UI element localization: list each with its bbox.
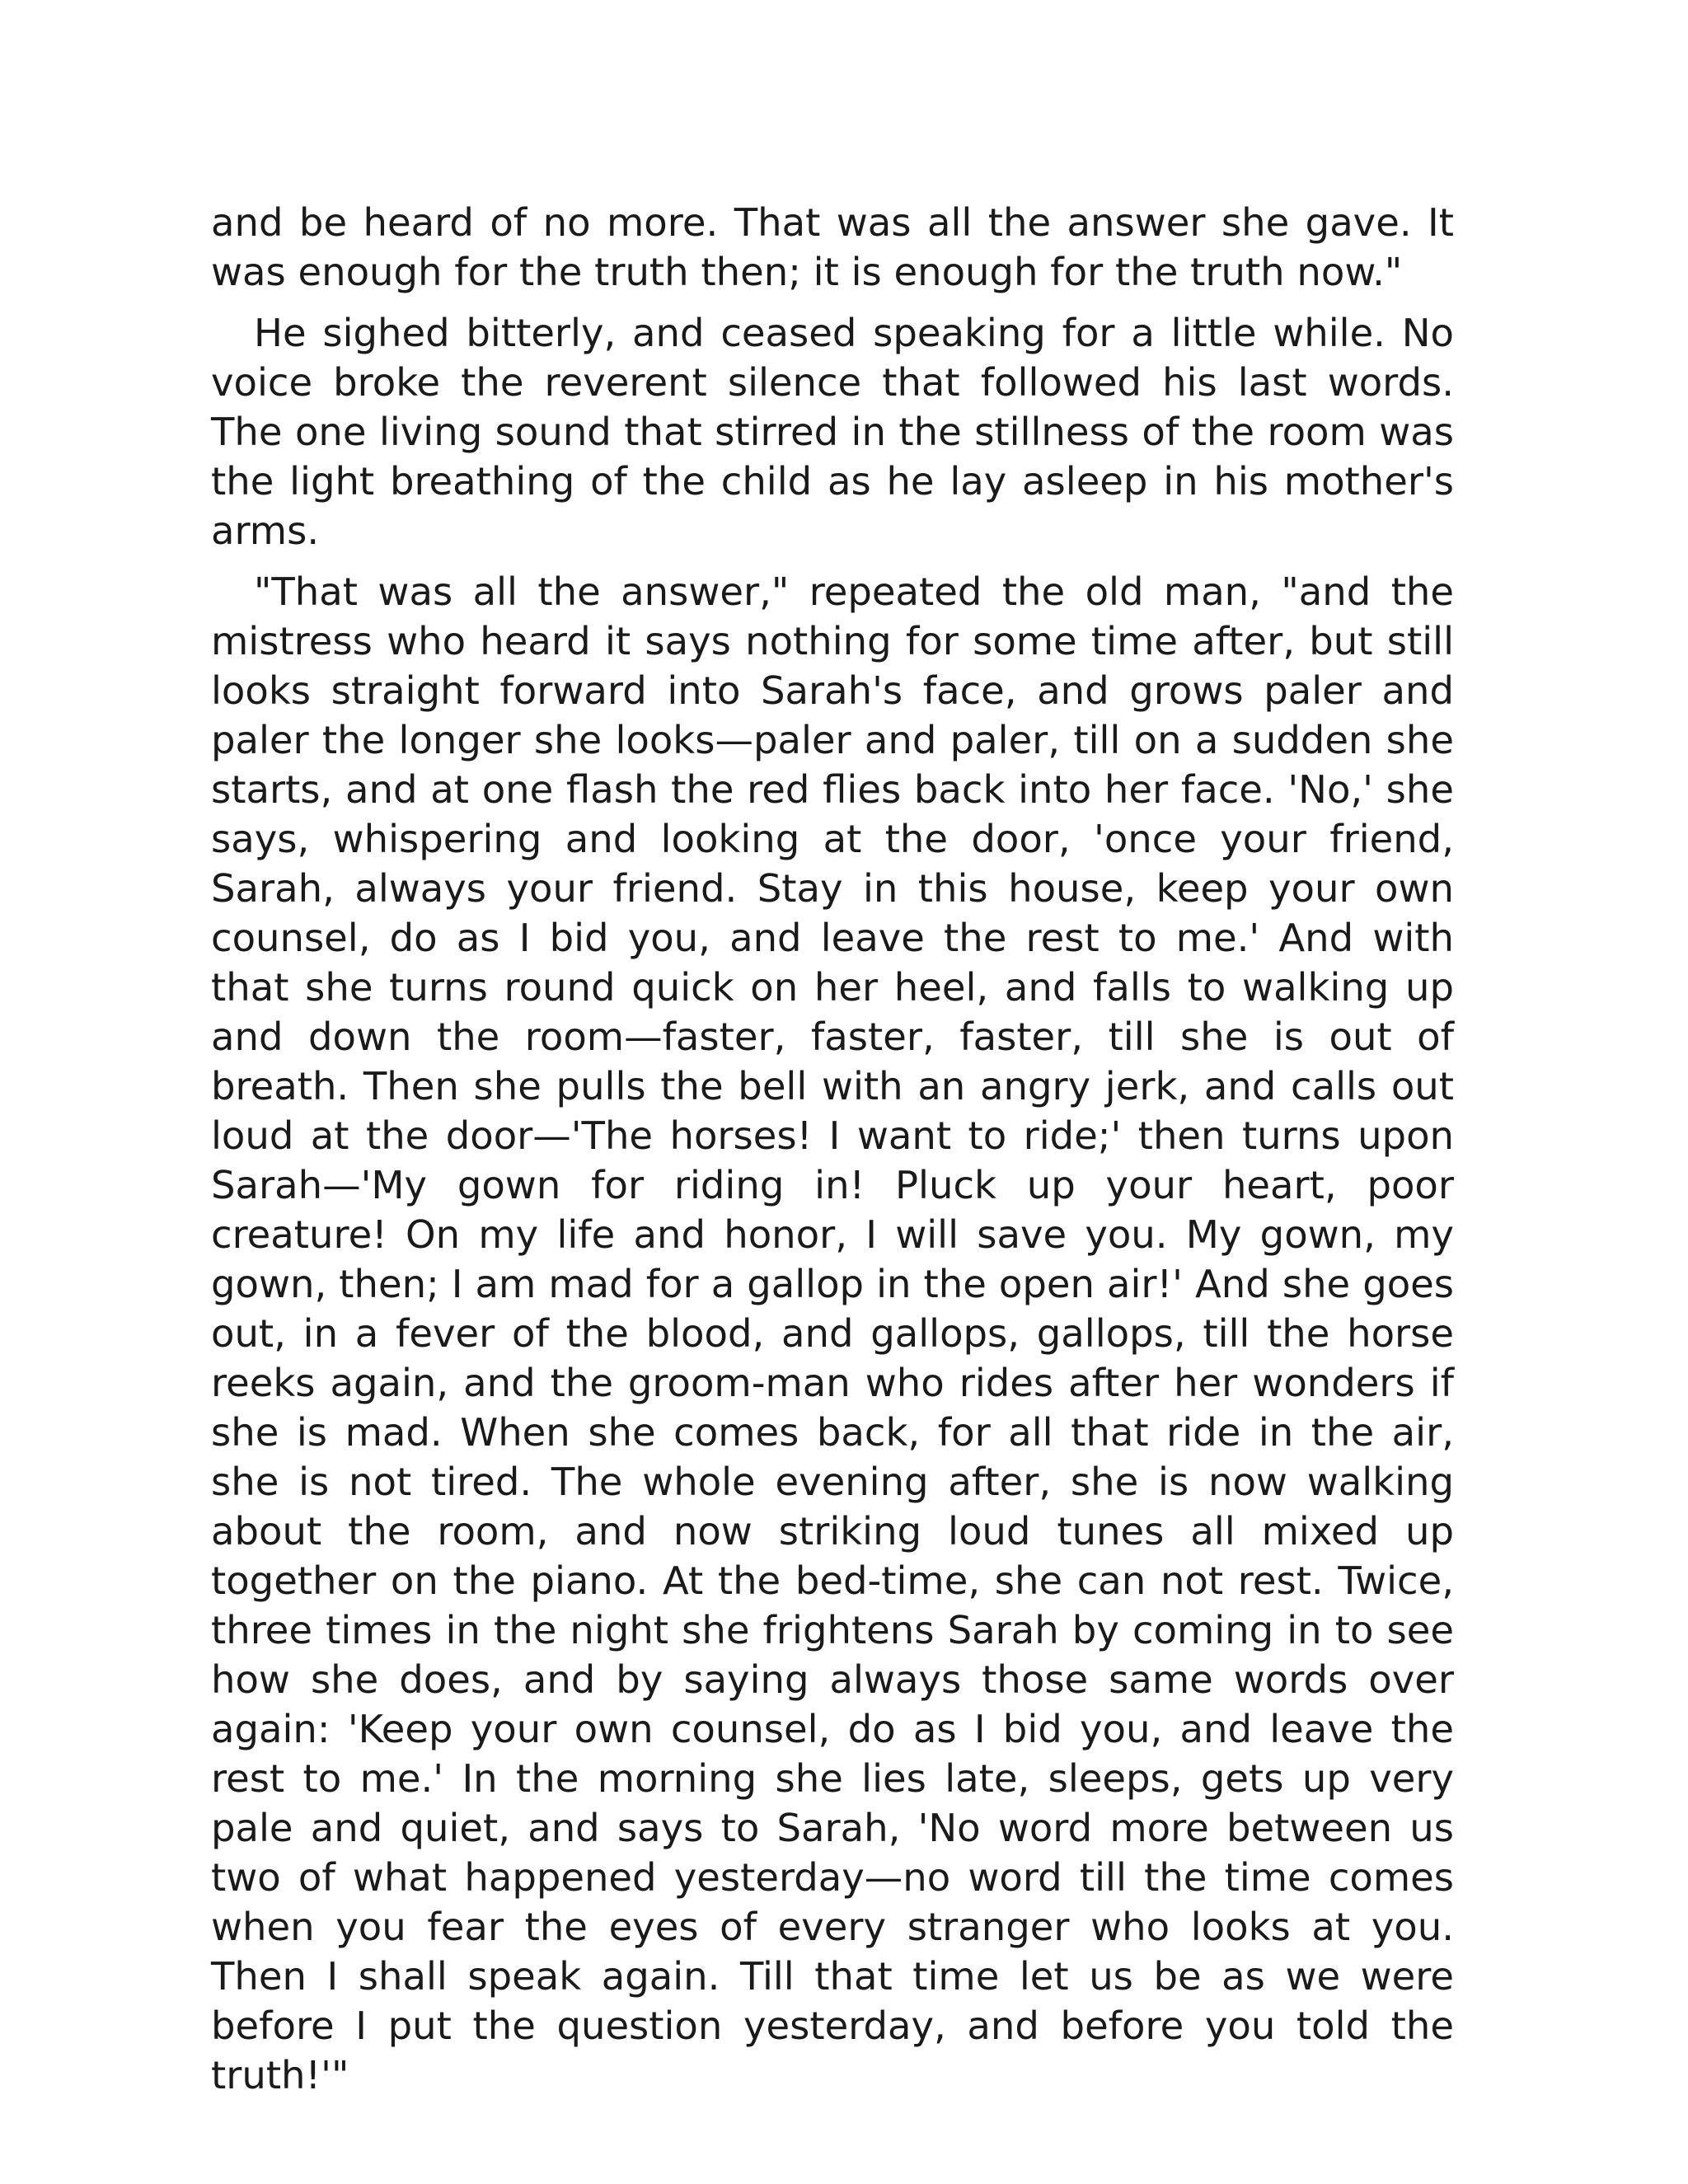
paragraph-old-man-sighs: He sighed bitterly, and ceased speaking for a little while. No voice broke the reverent silence that followed his last words. The one living sound that stirred in the stillness of the room was the light breathing of the child as he lay asleep in his mother's arms. xyxy=(211,311,1454,553)
paragraph-continued: and be heard of no more. That was all the answer she gave. It was enough for the truth then; it is enough for the truth now." xyxy=(211,200,1454,294)
page-text-block xyxy=(211,198,1454,2111)
paragraph-mistress-answer: "That was all the answer," repeated the old man, "and the mistress who heard it says nothing for some time after, but still looks straight forward into Sarah's face, and grows paler and paler the longer she looks—paler and paler, till on a sudden she starts, and at one flash the red flies back into her face. 'No,' she says, whispering and looking at the door, 'once your friend, Sarah, always your friend. Stay in this house, keep your own counsel, do as I bid you, and leave the rest to me.' And with that she turns round quick on her heel, and falls to walking up and down the room—faster, faster, faster, till she is out of breath. Then she pulls the bell with an angry jerk, and calls out loud at the door—'The horses! I want to ride;' then turns upon Sarah—'My gown for riding in! Pluck up your heart, poor creature! On my life and honor, I will save you. My gown, my gown, then; I am mad for a gallop in the open air!' And she goes out, in a fever of the blood, and gallops, gallops, till the horse reeks again, and the groom-man who rides after her wonders if she is mad. When she comes back, for all that ride in the air, she is not tired. The whole evening after, she is now walking about the room, and now striking loud tunes all mixed up together on the piano. At the bed-time, she can not rest. Twice, three times in the night she frightens Sarah by coming in to see how she does, and by saying always those same words over again: 'Keep your own counsel, do as I bid you, and leave the rest to me.' In the morning she lies late, sleeps, gets up very pale and quiet, and says to Sarah, 'No word more between us two of what happened yesterday—no word till the time comes when you fear the eyes of every stranger who looks at you. Then I shall speak again. Till that time let us be as we were before I put the question yesterday, and before you told the truth!'" xyxy=(211,569,1454,2097)
